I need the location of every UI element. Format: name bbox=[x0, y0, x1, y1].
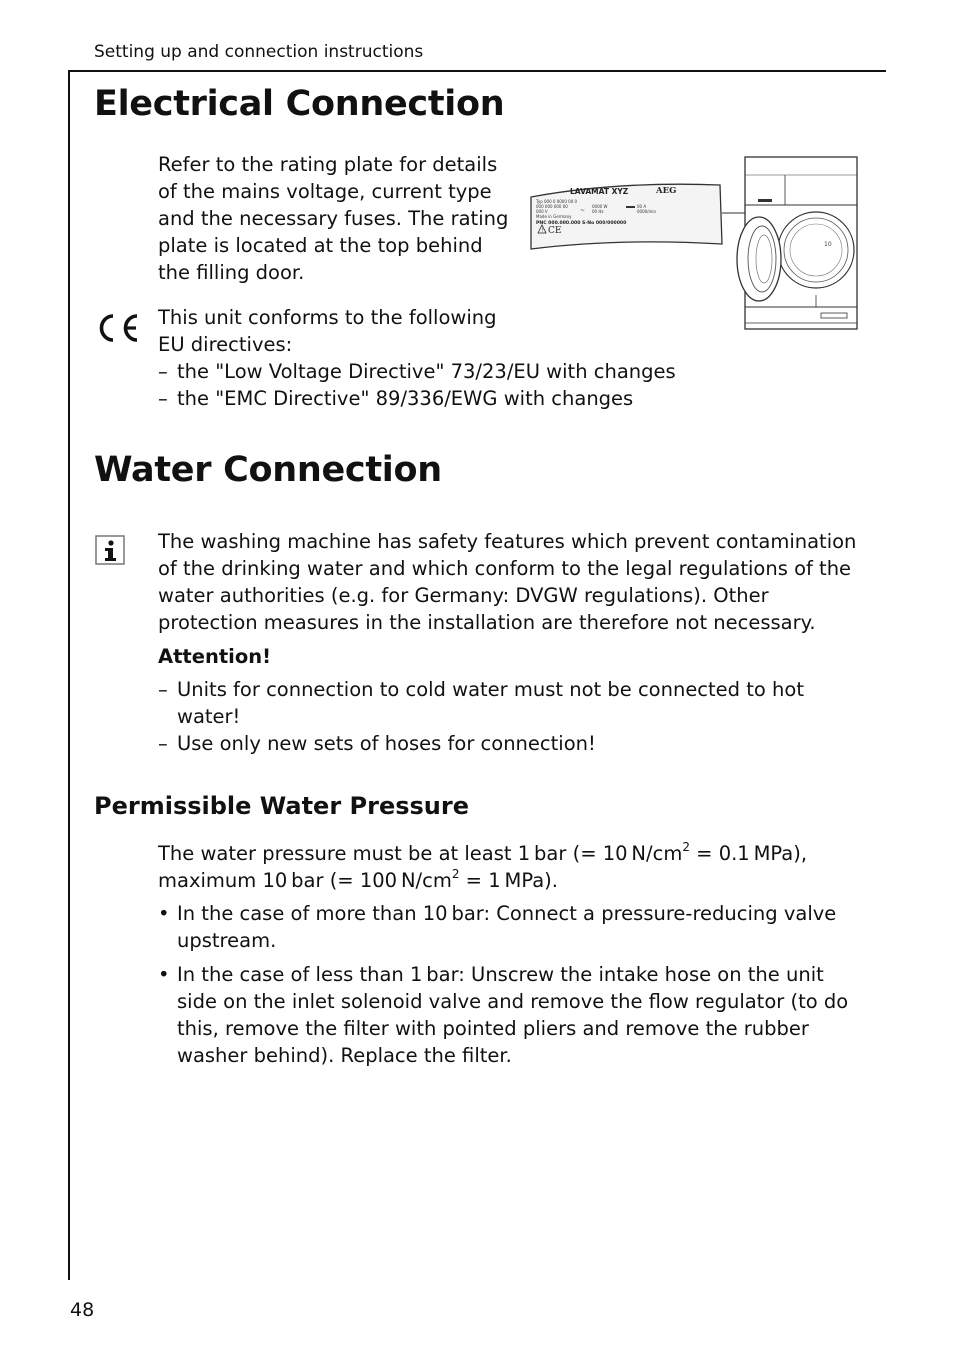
water-info-block bbox=[158, 528, 863, 757]
plate-speed: 0000/min bbox=[637, 209, 657, 214]
directive-text: the "Low Voltage Directive" 73/23/EU with changes bbox=[177, 360, 676, 383]
page-number: 48 bbox=[70, 1299, 95, 1321]
pressure-text: The water pressure must be at least 1 bar (= 10 $N/cm^2 = 0.1$ MPa), maximum 10 bar (= 100 $N/cm^2 = 1$ MPa). bbox=[158, 840, 808, 892]
drum-label: 10 bbox=[824, 241, 832, 248]
ce-intro-text: This unit conforms to the following EU directives: bbox=[158, 306, 497, 356]
plate-line-1: Typ 000 0 0000 00 0 bbox=[536, 199, 578, 204]
plate-pnc: PNC 000.000.000 S-No 000/000000 bbox=[536, 221, 627, 226]
dash-marker: – bbox=[158, 360, 168, 383]
svg-text:!: ! bbox=[541, 228, 544, 234]
attention-list bbox=[158, 676, 863, 757]
attention-text: Units for connection to cold water must not be connected to hot water! bbox=[177, 678, 804, 728]
bullet-marker: • bbox=[158, 902, 170, 925]
plate-amps: 00 A bbox=[637, 204, 647, 209]
dash-marker: – bbox=[158, 732, 168, 755]
margin-rule bbox=[68, 70, 70, 1280]
ce-directives-block bbox=[158, 304, 718, 412]
plate-line-2: 000 000 000 00 bbox=[536, 204, 568, 209]
plate-power: 0000 W bbox=[592, 204, 608, 209]
attention-label: Attention! bbox=[158, 645, 272, 668]
plate-frequency: 00 Hz bbox=[592, 209, 604, 214]
heading-water-connection: Water Connection bbox=[94, 450, 442, 490]
running-header: Setting up and connection instructions bbox=[94, 42, 424, 62]
pressure-bullet-text: In the case of less than 1 bar: Unscrew the intake hose on the unit side on the inlet solenoid valve and remove the flow regulator (to do this, remove the filter with pointed pliers and remove the rubber washer behind). Replace the filter. bbox=[177, 963, 849, 1067]
rating-plate-text: Refer to the rating plate for details of the mains voltage, current type and the necessary fuses. The rating plate is located at the top behind the filling door. bbox=[158, 153, 509, 284]
pressure-bullet-text: In the case of more than 10 bar: Connect a pressure-reducing valve upstream. bbox=[177, 902, 837, 952]
attention-item bbox=[158, 676, 863, 730]
svg-text:~: ~ bbox=[580, 207, 586, 214]
plate-model: LAVAMAT XYZ bbox=[570, 187, 629, 196]
directive-text: the "EMC Directive" 89/336/EWG with changes bbox=[177, 387, 634, 410]
plate-line-4: Made in Germany bbox=[536, 214, 572, 219]
plate-brand: AEG bbox=[656, 186, 677, 196]
plate-ce-icon: CE bbox=[548, 226, 562, 236]
washing-machine bbox=[737, 157, 857, 329]
directive-item bbox=[158, 385, 718, 412]
pressure-bullet-item bbox=[158, 900, 863, 954]
heading-electrical-connection: Electrical Connection bbox=[94, 84, 505, 124]
pressure-block bbox=[158, 840, 863, 1069]
rating-plate-paragraph bbox=[158, 151, 510, 286]
directive-item bbox=[158, 358, 718, 385]
dash-marker: – bbox=[158, 678, 168, 701]
heading-permissible-water-pressure: Permissible Water Pressure bbox=[94, 792, 469, 820]
dash-marker: – bbox=[158, 387, 168, 410]
attention-item bbox=[158, 730, 863, 757]
ce-mark-icon bbox=[94, 310, 142, 346]
info-icon bbox=[95, 535, 125, 565]
header-rule bbox=[68, 70, 886, 72]
bullet-marker: • bbox=[158, 963, 170, 986]
plate-line-3: 000 V bbox=[536, 209, 548, 214]
water-info-text: The washing machine has safety features which prevent contamination of the drinking water and which conform to the legal regulations of the water authorities (e.g. for Germany: DVGW regulations). Other protection measures in the installation are therefore not necessary. bbox=[158, 530, 857, 634]
pressure-bullet-item bbox=[158, 961, 863, 1069]
attention-text: Use only new sets of hoses for connection! bbox=[177, 732, 596, 755]
rating-plate bbox=[531, 184, 722, 249]
